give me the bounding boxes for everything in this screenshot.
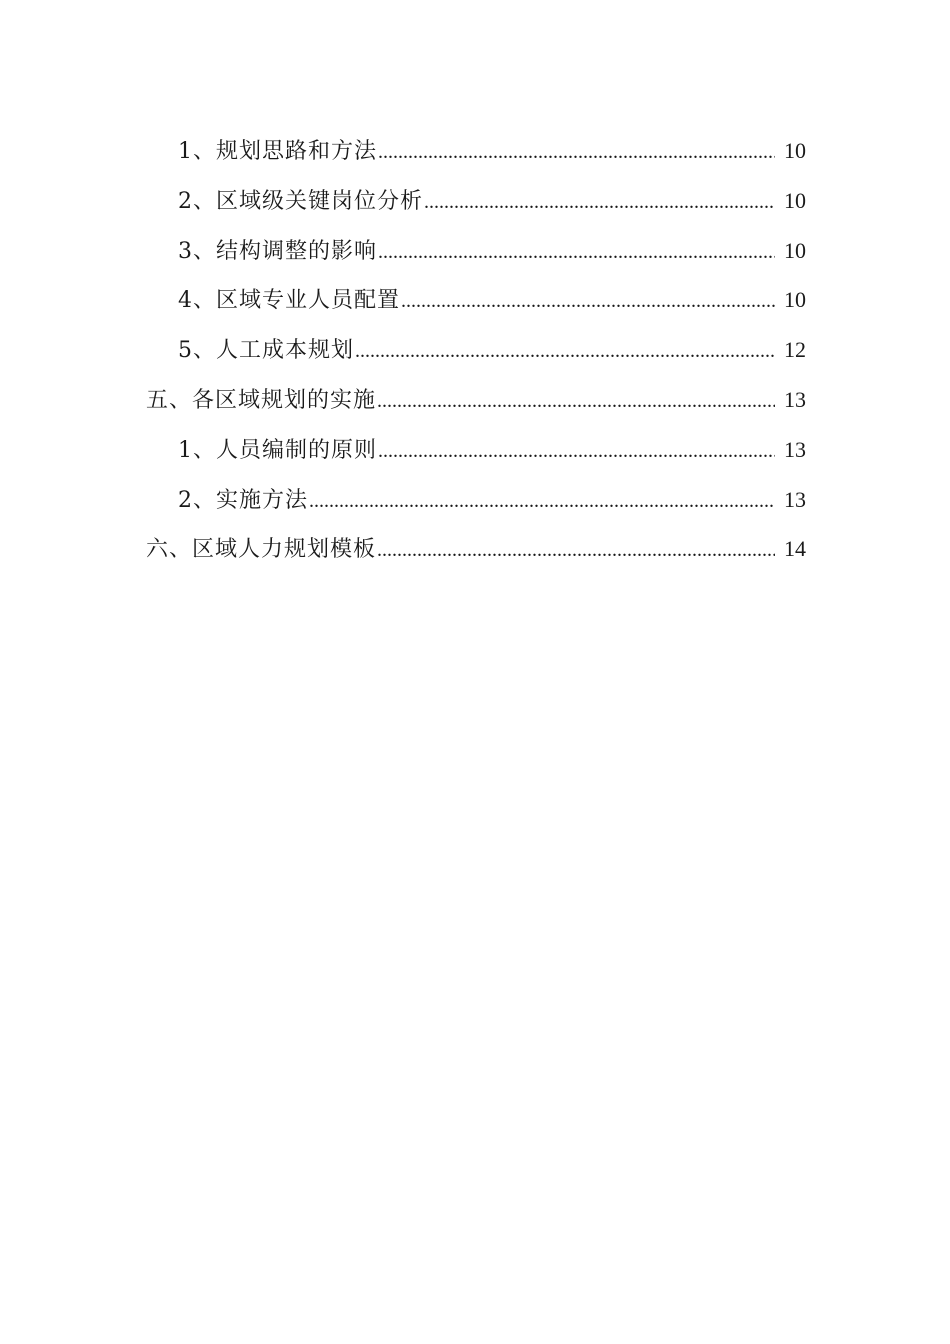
toc-dot-leader bbox=[378, 436, 775, 466]
toc-dot-leader bbox=[424, 187, 775, 217]
table-of-contents bbox=[0, 126, 950, 574]
toc-entry-page: 10 bbox=[784, 237, 806, 263]
toc-dot-leader bbox=[309, 486, 775, 516]
toc-entry-page: 14 bbox=[784, 536, 806, 562]
toc-entry-label: 1、规划思路和方法 bbox=[178, 139, 377, 164]
toc-entry[interactable] bbox=[0, 475, 950, 525]
toc-entry[interactable] bbox=[0, 325, 950, 375]
toc-entry[interactable] bbox=[0, 226, 950, 276]
toc-entry[interactable] bbox=[0, 126, 950, 176]
toc-dot-leader bbox=[378, 237, 775, 267]
toc-entry-page: 13 bbox=[784, 486, 806, 512]
toc-entry-label: 5、人工成本规划 bbox=[178, 338, 354, 364]
toc-entry-label: 3、结构调整的影响 bbox=[178, 238, 377, 264]
toc-entry-page: 13 bbox=[784, 386, 806, 412]
toc-dot-leader bbox=[377, 535, 775, 565]
toc-dot-leader bbox=[378, 137, 775, 167]
toc-entry-page: 12 bbox=[784, 337, 806, 363]
toc-entry[interactable] bbox=[0, 425, 950, 475]
toc-entry-page: 10 bbox=[784, 187, 806, 213]
toc-entry[interactable] bbox=[0, 375, 950, 425]
toc-entry-label: 六、区域人力规划模板 bbox=[146, 537, 377, 563]
toc-entry[interactable] bbox=[0, 176, 950, 226]
toc-entry[interactable] bbox=[0, 275, 950, 325]
toc-dot-leader bbox=[355, 336, 775, 366]
toc-entry-label: 1、人员编制的原则 bbox=[178, 437, 377, 463]
toc-entry-label: 2、区域级关键岗位分析 bbox=[178, 188, 423, 214]
toc-entry-page: 13 bbox=[784, 436, 806, 462]
toc-dot-leader bbox=[377, 386, 775, 416]
toc-entry[interactable] bbox=[0, 524, 950, 574]
toc-dot-leader bbox=[401, 286, 775, 316]
toc-entry-label: 五、各区域规划的实施 bbox=[146, 387, 377, 413]
toc-entry-page: 10 bbox=[784, 138, 806, 163]
toc-entry-page: 10 bbox=[784, 287, 806, 313]
toc-entry-label: 4、区域专业人员配置 bbox=[178, 288, 400, 314]
toc-entry-label: 2、实施方法 bbox=[178, 487, 308, 513]
